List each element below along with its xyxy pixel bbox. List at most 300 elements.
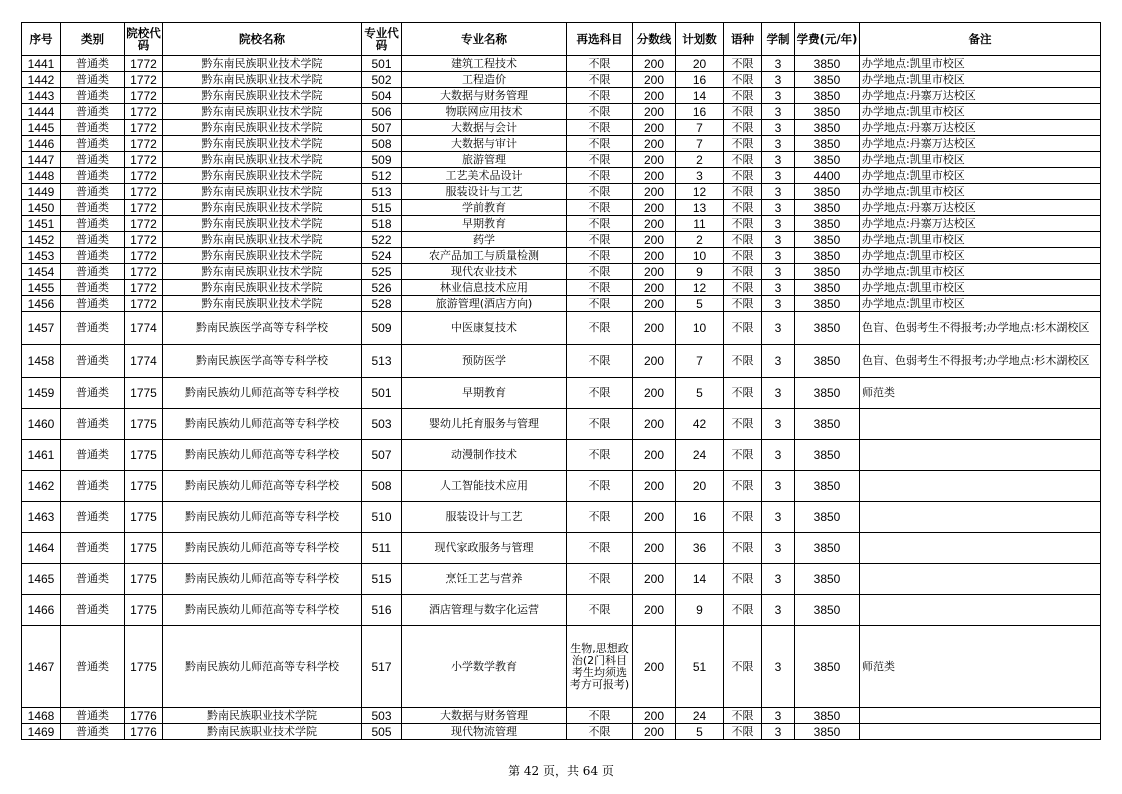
cell-elective: 不限: [567, 104, 633, 120]
cell-major-name: 现代农业技术: [402, 264, 567, 280]
cell-elective: 不限: [567, 216, 633, 232]
cell-score: 200: [633, 564, 676, 595]
cell-note: [860, 440, 1101, 471]
table-row: [22, 564, 1101, 595]
cell-language: 不限: [724, 378, 762, 409]
cell-plan: 16: [676, 72, 724, 88]
table-row: [22, 502, 1101, 533]
cell-school-code: 1772: [125, 184, 163, 200]
cell-seq: 1448: [22, 168, 61, 184]
cell-score: 200: [633, 296, 676, 312]
cell-school-name: 黔东南民族职业技术学院: [163, 296, 362, 312]
cell-plan: 24: [676, 440, 724, 471]
cell-score: 200: [633, 200, 676, 216]
cell-category: 普通类: [61, 409, 125, 440]
cell-plan: 9: [676, 264, 724, 280]
cell-note: 办学地点:丹寨万达校区: [860, 200, 1101, 216]
cell-seq: 1457: [22, 312, 61, 345]
cell-school-code: 1774: [125, 312, 163, 345]
cell-elective: 不限: [567, 564, 633, 595]
cell-category: 普通类: [61, 312, 125, 345]
cell-school-name: 黔南民族幼儿师范高等专科学校: [163, 626, 362, 708]
cell-major-code: 515: [362, 200, 402, 216]
cell-major-name: 药学: [402, 232, 567, 248]
table-row: [22, 88, 1101, 104]
table-row: [22, 248, 1101, 264]
cell-category: 普通类: [61, 724, 125, 740]
cell-school-name: 黔东南民族职业技术学院: [163, 264, 362, 280]
cell-note: [860, 533, 1101, 564]
cell-school-code: 1772: [125, 104, 163, 120]
cell-score: 200: [633, 502, 676, 533]
cell-category: 普通类: [61, 564, 125, 595]
cell-major-code: 510: [362, 502, 402, 533]
table-row: [22, 120, 1101, 136]
table-row: [22, 345, 1101, 378]
cell-fee: 3850: [795, 724, 860, 740]
cell-category: 普通类: [61, 345, 125, 378]
cell-seq: 1446: [22, 136, 61, 152]
cell-seq: 1447: [22, 152, 61, 168]
cell-seq: 1461: [22, 440, 61, 471]
cell-seq: 1465: [22, 564, 61, 595]
cell-fee: 3850: [795, 296, 860, 312]
cell-school-code: 1772: [125, 264, 163, 280]
header-seq: 序号: [22, 23, 61, 56]
cell-major-name: 物联网应用技术: [402, 104, 567, 120]
cell-elective: 不限: [567, 502, 633, 533]
cell-score: 200: [633, 88, 676, 104]
cell-plan: 13: [676, 200, 724, 216]
cell-category: 普通类: [61, 168, 125, 184]
cell-major-name: 烹饪工艺与营养: [402, 564, 567, 595]
cell-major-code: 502: [362, 72, 402, 88]
cell-seq: 1460: [22, 409, 61, 440]
cell-seq: 1466: [22, 595, 61, 626]
cell-school-code: 1772: [125, 56, 163, 72]
cell-language: 不限: [724, 200, 762, 216]
cell-note: [860, 564, 1101, 595]
table-row: [22, 409, 1101, 440]
cell-school-code: 1772: [125, 120, 163, 136]
cell-language: 不限: [724, 708, 762, 724]
cell-seq: 1456: [22, 296, 61, 312]
cell-major-name: 酒店管理与数字化运营: [402, 595, 567, 626]
cell-language: 不限: [724, 564, 762, 595]
cell-language: 不限: [724, 595, 762, 626]
cell-note: 色盲、色弱考生不得报考;办学地点:杉木湖校区: [860, 312, 1101, 345]
cell-elective: 不限: [567, 248, 633, 264]
cell-school-name: 黔南民族医学高等专科学校: [163, 345, 362, 378]
cell-school-code: 1775: [125, 564, 163, 595]
table-row: [22, 440, 1101, 471]
cell-duration: 3: [762, 378, 795, 409]
cell-category: 普通类: [61, 216, 125, 232]
cell-school-name: 黔南民族幼儿师范高等专科学校: [163, 533, 362, 564]
cell-school-code: 1775: [125, 502, 163, 533]
cell-elective: 不限: [567, 232, 633, 248]
cell-fee: 3850: [795, 626, 860, 708]
cell-duration: 3: [762, 724, 795, 740]
cell-major-code: 518: [362, 216, 402, 232]
table-row: [22, 312, 1101, 345]
cell-category: 普通类: [61, 626, 125, 708]
cell-note: [860, 502, 1101, 533]
cell-school-code: 1772: [125, 88, 163, 104]
cell-school-code: 1774: [125, 345, 163, 378]
table-row: [22, 471, 1101, 502]
cell-seq: 1455: [22, 280, 61, 296]
cell-category: 普通类: [61, 248, 125, 264]
cell-note: 师范类: [860, 626, 1101, 708]
cell-language: 不限: [724, 296, 762, 312]
cell-duration: 3: [762, 264, 795, 280]
cell-school-code: 1772: [125, 168, 163, 184]
cell-major-name: 工程造价: [402, 72, 567, 88]
cell-elective: 不限: [567, 296, 633, 312]
cell-fee: 3850: [795, 409, 860, 440]
cell-note: 办学地点:丹寨万达校区: [860, 136, 1101, 152]
cell-score: 200: [633, 264, 676, 280]
cell-language: 不限: [724, 248, 762, 264]
cell-school-name: 黔南民族幼儿师范高等专科学校: [163, 471, 362, 502]
cell-plan: 16: [676, 502, 724, 533]
cell-duration: 3: [762, 184, 795, 200]
cell-plan: 16: [676, 104, 724, 120]
cell-note: 办学地点:凯里市校区: [860, 152, 1101, 168]
cell-school-name: 黔东南民族职业技术学院: [163, 232, 362, 248]
cell-language: 不限: [724, 56, 762, 72]
cell-major-code: 509: [362, 152, 402, 168]
cell-language: 不限: [724, 409, 762, 440]
cell-score: 200: [633, 533, 676, 564]
cell-fee: 3850: [795, 378, 860, 409]
cell-fee: 3850: [795, 136, 860, 152]
cell-major-name: 现代物流管理: [402, 724, 567, 740]
cell-major-code: 508: [362, 136, 402, 152]
cell-category: 普通类: [61, 104, 125, 120]
cell-plan: 10: [676, 312, 724, 345]
cell-major-code: 517: [362, 626, 402, 708]
cell-category: 普通类: [61, 708, 125, 724]
cell-score: 200: [633, 168, 676, 184]
cell-category: 普通类: [61, 471, 125, 502]
cell-major-code: 515: [362, 564, 402, 595]
cell-duration: 3: [762, 708, 795, 724]
cell-category: 普通类: [61, 152, 125, 168]
cell-plan: 12: [676, 280, 724, 296]
cell-major-code: 503: [362, 708, 402, 724]
cell-elective: 不限: [567, 312, 633, 345]
cell-school-code: 1772: [125, 296, 163, 312]
cell-language: 不限: [724, 168, 762, 184]
cell-seq: 1441: [22, 56, 61, 72]
cell-seq: 1468: [22, 708, 61, 724]
cell-school-name: 黔南民族幼儿师范高等专科学校: [163, 409, 362, 440]
cell-fee: 3850: [795, 104, 860, 120]
cell-major-name: 学前教育: [402, 200, 567, 216]
cell-duration: 3: [762, 136, 795, 152]
cell-duration: 3: [762, 345, 795, 378]
cell-school-name: 黔东南民族职业技术学院: [163, 152, 362, 168]
cell-note: 色盲、色弱考生不得报考;办学地点:杉木湖校区: [860, 345, 1101, 378]
cell-language: 不限: [724, 264, 762, 280]
table-row: [22, 200, 1101, 216]
cell-school-code: 1775: [125, 440, 163, 471]
cell-score: 200: [633, 595, 676, 626]
header-major-code: 专业代码: [362, 23, 402, 56]
cell-major-name: 大数据与财务管理: [402, 708, 567, 724]
cell-major-name: 服装设计与工艺: [402, 502, 567, 533]
table-row: [22, 264, 1101, 280]
cell-school-name: 黔南民族幼儿师范高等专科学校: [163, 440, 362, 471]
cell-major-name: 早期教育: [402, 216, 567, 232]
cell-duration: 3: [762, 502, 795, 533]
table-row: [22, 168, 1101, 184]
cell-major-name: 服装设计与工艺: [402, 184, 567, 200]
cell-duration: 3: [762, 440, 795, 471]
cell-duration: 3: [762, 248, 795, 264]
cell-school-name: 黔南民族职业技术学院: [163, 708, 362, 724]
cell-seq: 1469: [22, 724, 61, 740]
header-school-code: 院校代码: [125, 23, 163, 56]
table-row: [22, 533, 1101, 564]
cell-school-code: 1772: [125, 248, 163, 264]
cell-score: 200: [633, 152, 676, 168]
cell-major-name: 旅游管理(酒店方向): [402, 296, 567, 312]
cell-language: 不限: [724, 120, 762, 136]
cell-seq: 1462: [22, 471, 61, 502]
cell-plan: 5: [676, 296, 724, 312]
cell-duration: 3: [762, 120, 795, 136]
cell-school-code: 1775: [125, 409, 163, 440]
cell-category: 普通类: [61, 72, 125, 88]
table-row: [22, 72, 1101, 88]
cell-elective: 生物,思想政治(2门科目考生均须选考方可报考): [567, 626, 633, 708]
cell-school-name: 黔南民族幼儿师范高等专科学校: [163, 564, 362, 595]
cell-school-name: 黔东南民族职业技术学院: [163, 136, 362, 152]
cell-plan: 24: [676, 708, 724, 724]
cell-school-code: 1772: [125, 216, 163, 232]
cell-school-code: 1772: [125, 200, 163, 216]
cell-seq: 1458: [22, 345, 61, 378]
cell-score: 200: [633, 312, 676, 345]
cell-language: 不限: [724, 152, 762, 168]
cell-score: 200: [633, 56, 676, 72]
cell-plan: 7: [676, 136, 724, 152]
cell-major-code: 522: [362, 232, 402, 248]
cell-language: 不限: [724, 216, 762, 232]
cell-fee: 3850: [795, 595, 860, 626]
cell-language: 不限: [724, 471, 762, 502]
cell-major-name: 林业信息技术应用: [402, 280, 567, 296]
cell-plan: 2: [676, 232, 724, 248]
cell-note: 办学地点:凯里市校区: [860, 72, 1101, 88]
table-row: [22, 216, 1101, 232]
cell-seq: 1463: [22, 502, 61, 533]
cell-school-code: 1772: [125, 136, 163, 152]
table-row: [22, 184, 1101, 200]
cell-major-code: 507: [362, 440, 402, 471]
cell-fee: 3850: [795, 72, 860, 88]
cell-fee: 3850: [795, 152, 860, 168]
cell-fee: 3850: [795, 232, 860, 248]
cell-major-name: 建筑工程技术: [402, 56, 567, 72]
cell-seq: 1467: [22, 626, 61, 708]
cell-school-code: 1775: [125, 471, 163, 502]
cell-score: 200: [633, 216, 676, 232]
cell-category: 普通类: [61, 502, 125, 533]
cell-plan: 20: [676, 471, 724, 502]
cell-note: [860, 595, 1101, 626]
cell-major-name: 早期教育: [402, 378, 567, 409]
cell-duration: 3: [762, 104, 795, 120]
cell-major-code: 506: [362, 104, 402, 120]
header-school-name: 院校名称: [163, 23, 362, 56]
cell-score: 200: [633, 724, 676, 740]
cell-major-code: 509: [362, 312, 402, 345]
cell-note: 办学地点:凯里市校区: [860, 168, 1101, 184]
cell-seq: 1459: [22, 378, 61, 409]
cell-fee: 3850: [795, 564, 860, 595]
cell-note: 办学地点:凯里市校区: [860, 264, 1101, 280]
cell-language: 不限: [724, 72, 762, 88]
cell-duration: 3: [762, 200, 795, 216]
cell-major-code: 526: [362, 280, 402, 296]
cell-fee: 3850: [795, 248, 860, 264]
cell-school-name: 黔南民族职业技术学院: [163, 724, 362, 740]
cell-major-code: 528: [362, 296, 402, 312]
cell-elective: 不限: [567, 168, 633, 184]
cell-elective: 不限: [567, 280, 633, 296]
cell-category: 普通类: [61, 136, 125, 152]
cell-note: 办学地点:凯里市校区: [860, 184, 1101, 200]
cell-note: 办学地点:凯里市校区: [860, 280, 1101, 296]
cell-elective: 不限: [567, 345, 633, 378]
table-row: [22, 136, 1101, 152]
cell-seq: 1445: [22, 120, 61, 136]
cell-major-name: 婴幼儿托育服务与管理: [402, 409, 567, 440]
table-row: [22, 280, 1101, 296]
cell-school-name: 黔南民族幼儿师范高等专科学校: [163, 378, 362, 409]
cell-duration: 3: [762, 296, 795, 312]
cell-elective: 不限: [567, 264, 633, 280]
cell-score: 200: [633, 232, 676, 248]
cell-plan: 5: [676, 724, 724, 740]
cell-plan: 42: [676, 409, 724, 440]
cell-major-code: 504: [362, 88, 402, 104]
cell-language: 不限: [724, 88, 762, 104]
cell-fee: 3850: [795, 708, 860, 724]
header-row: [22, 23, 1101, 56]
header-score: 分数线: [633, 23, 676, 56]
cell-major-name: 大数据与审计: [402, 136, 567, 152]
cell-school-name: 黔东南民族职业技术学院: [163, 216, 362, 232]
table-row: [22, 595, 1101, 626]
cell-duration: 3: [762, 168, 795, 184]
header-category: 类别: [61, 23, 125, 56]
cell-school-name: 黔东南民族职业技术学院: [163, 104, 362, 120]
admission-plan-table: [21, 22, 1101, 740]
cell-category: 普通类: [61, 264, 125, 280]
cell-elective: 不限: [567, 88, 633, 104]
cell-plan: 7: [676, 120, 724, 136]
cell-school-name: 黔东南民族职业技术学院: [163, 248, 362, 264]
cell-duration: 3: [762, 533, 795, 564]
cell-duration: 3: [762, 216, 795, 232]
cell-duration: 3: [762, 471, 795, 502]
cell-major-code: 501: [362, 56, 402, 72]
cell-score: 200: [633, 72, 676, 88]
cell-major-code: 513: [362, 345, 402, 378]
cell-category: 普通类: [61, 378, 125, 409]
cell-fee: 3850: [795, 200, 860, 216]
cell-school-name: 黔东南民族职业技术学院: [163, 168, 362, 184]
cell-major-code: 511: [362, 533, 402, 564]
cell-note: 办学地点:凯里市校区: [860, 56, 1101, 72]
cell-major-name: 旅游管理: [402, 152, 567, 168]
cell-elective: 不限: [567, 136, 633, 152]
cell-category: 普通类: [61, 440, 125, 471]
cell-school-name: 黔东南民族职业技术学院: [163, 280, 362, 296]
cell-score: 200: [633, 345, 676, 378]
cell-school-code: 1775: [125, 626, 163, 708]
cell-plan: 10: [676, 248, 724, 264]
cell-note: [860, 409, 1101, 440]
cell-category: 普通类: [61, 56, 125, 72]
table-row: [22, 724, 1101, 740]
cell-plan: 2: [676, 152, 724, 168]
cell-note: 办学地点:凯里市校区: [860, 232, 1101, 248]
cell-note: 办学地点:丹寨万达校区: [860, 216, 1101, 232]
cell-school-name: 黔东南民族职业技术学院: [163, 88, 362, 104]
cell-major-name: 大数据与会计: [402, 120, 567, 136]
cell-school-name: 黔南民族幼儿师范高等专科学校: [163, 502, 362, 533]
cell-score: 200: [633, 626, 676, 708]
cell-plan: 3: [676, 168, 724, 184]
header-note: 备注: [860, 23, 1101, 56]
cell-fee: 3850: [795, 345, 860, 378]
cell-language: 不限: [724, 104, 762, 120]
cell-school-code: 1775: [125, 533, 163, 564]
cell-category: 普通类: [61, 184, 125, 200]
cell-school-name: 黔南民族幼儿师范高等专科学校: [163, 595, 362, 626]
cell-elective: 不限: [567, 72, 633, 88]
cell-seq: 1442: [22, 72, 61, 88]
cell-duration: 3: [762, 280, 795, 296]
cell-note: [860, 471, 1101, 502]
cell-elective: 不限: [567, 471, 633, 502]
cell-category: 普通类: [61, 595, 125, 626]
cell-elective: 不限: [567, 120, 633, 136]
cell-duration: 3: [762, 409, 795, 440]
cell-school-name: 黔东南民族职业技术学院: [163, 184, 362, 200]
cell-major-name: 农产品加工与质量检测: [402, 248, 567, 264]
cell-duration: 3: [762, 312, 795, 345]
cell-school-code: 1772: [125, 152, 163, 168]
cell-school-code: 1772: [125, 72, 163, 88]
cell-language: 不限: [724, 440, 762, 471]
cell-major-code: 505: [362, 724, 402, 740]
table-row: [22, 626, 1101, 708]
cell-seq: 1454: [22, 264, 61, 280]
cell-major-name: 工艺美术品设计: [402, 168, 567, 184]
cell-major-code: 524: [362, 248, 402, 264]
cell-score: 200: [633, 471, 676, 502]
cell-language: 不限: [724, 345, 762, 378]
cell-category: 普通类: [61, 296, 125, 312]
cell-major-name: 预防医学: [402, 345, 567, 378]
